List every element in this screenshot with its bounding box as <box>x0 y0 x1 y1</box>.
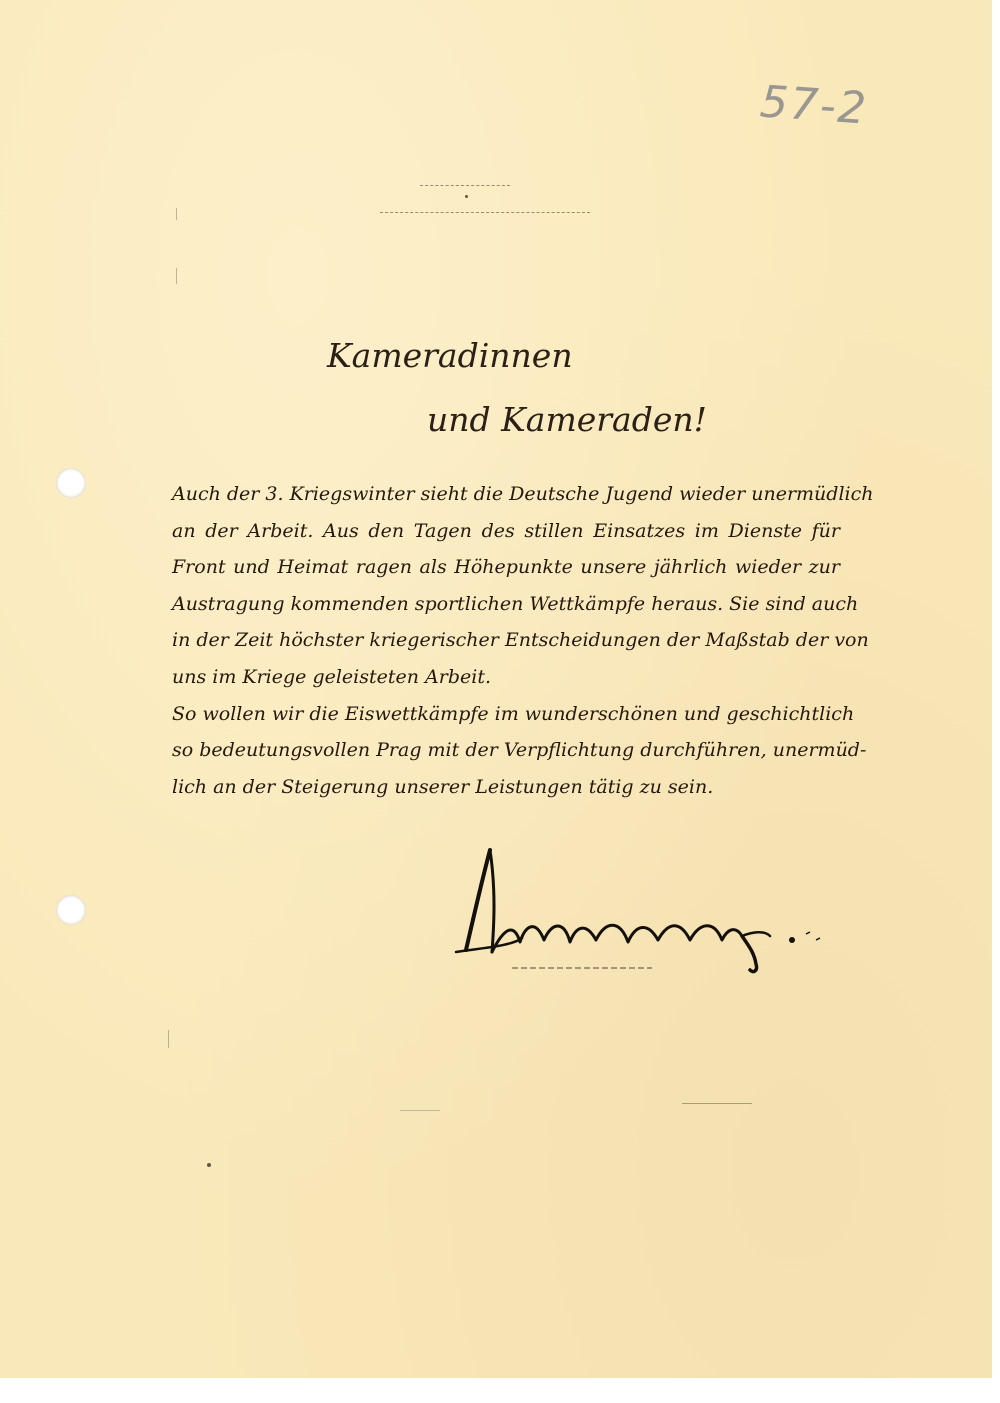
header-rule <box>380 212 590 213</box>
salutation-line-2: und Kameraden! <box>427 400 707 439</box>
body-line: Austragung kommenden sportlichen Wettkämpfe heraus. Sie sind auch <box>172 592 859 615</box>
punch-hole-bottom <box>56 895 86 925</box>
body-line: so bedeutungsvollen Prag mit der Verpflichtung durchführen, unermüd- <box>172 739 867 762</box>
header-rule <box>420 185 510 186</box>
body-line: an der Arbeit. Aus den Tagen des stillen Einsatzes im Dienste für <box>172 519 840 542</box>
margin-mark <box>168 1030 169 1048</box>
ink-speck <box>207 1163 211 1167</box>
margin-mark <box>176 208 177 220</box>
body-line: in der Zeit höchster kriegerischer Entscheidungen der Maßstab der von <box>172 629 869 652</box>
handwritten-signature <box>452 840 832 975</box>
body-line: Front und Heimat ragen als Höhepunkte unsere jährlich wieder zur <box>172 556 840 579</box>
punch-hole-top <box>56 468 86 498</box>
ink-speck <box>465 195 468 198</box>
signature-rule <box>400 1110 440 1111</box>
body-line: So wollen wir die Eiswettkämpfe im wunderschönen und geschichtlich <box>172 702 855 725</box>
signature-rule <box>682 1103 752 1104</box>
margin-mark <box>176 268 177 284</box>
letter-body <box>172 476 874 805</box>
body-line: lich an der Steigerung unserer Leistungen tätig zu sein. <box>172 775 714 798</box>
salutation-line-1: Kameradinnen <box>327 336 573 375</box>
body-line: Auch der 3. Kriegswinter sieht die Deutsche Jugend wieder unermüdlich <box>172 483 874 505</box>
folio-number: 57-2 <box>758 76 870 135</box>
body-line: uns im Kriege geleisteten Arbeit. <box>172 665 491 688</box>
